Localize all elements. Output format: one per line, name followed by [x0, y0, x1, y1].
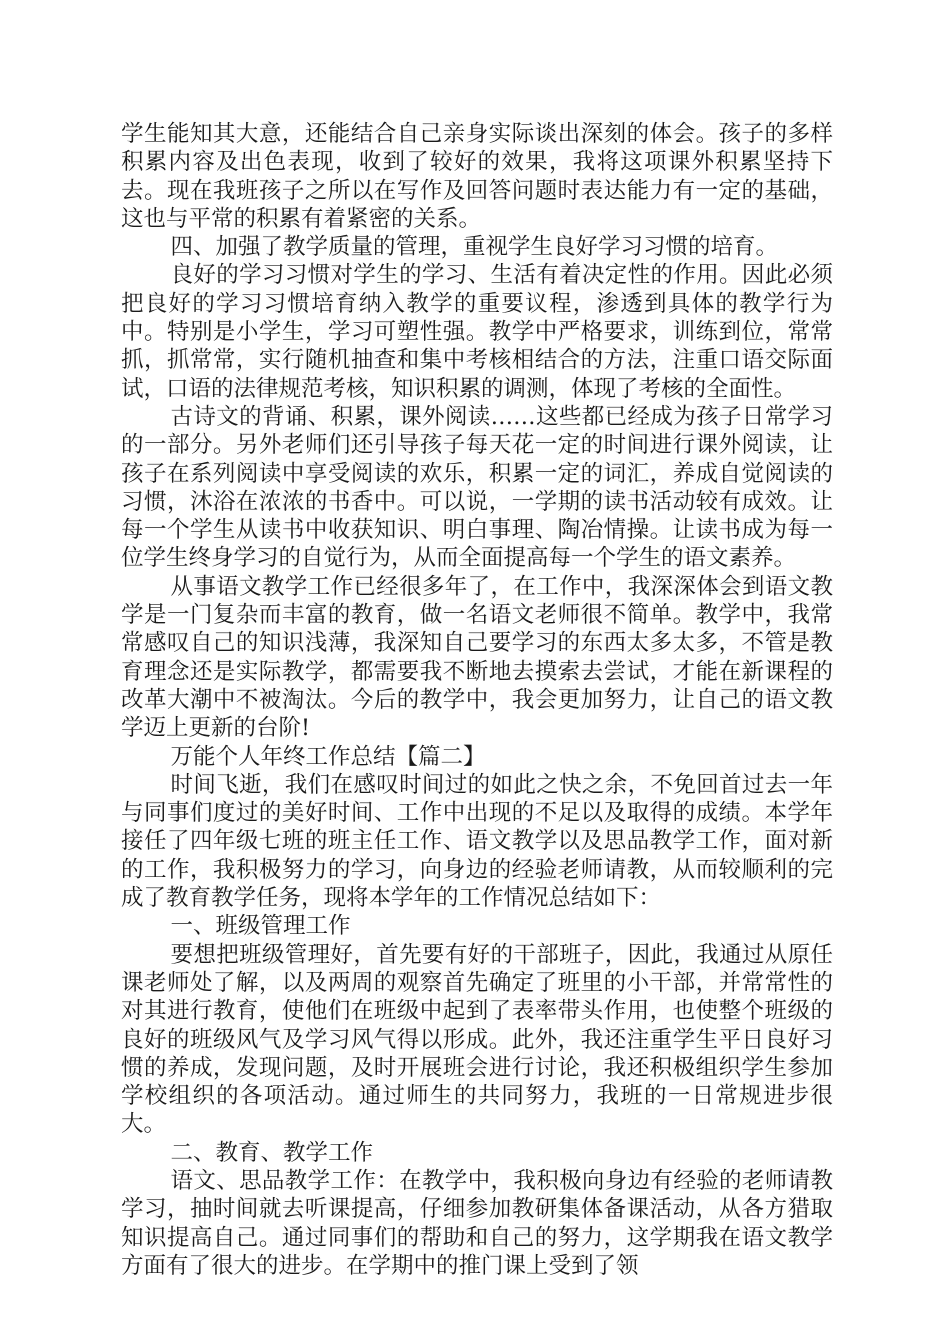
- paragraph-study-habits: 良好的学习习惯对学生的学习、生活有着决定性的作用。因此必须把良好的学习习惯培育纳入教学的重要议程，渗透到具体的教学行为中。特别是小学生，学习可塑性强。教学中严格要求，训练到位，常常抓，抓常常，实行随机抽查和集中考核相结合的方法，注重口语交际面试，口语的法律规范考核，知识积累的调测，体现了考核的全面性。: [121, 262, 833, 402]
- paragraph-class-management: 要想把班级管理好，首先要有好的干部班子，因此，我通过从原任课老师处了解，以及两周的观察首先确定了班里的小干部，并常常性的对其进行教育，使他们在班级中起到了表率带头作用，也使整个班级的良好的班级风气及学习风气得以形成。此外，我还注重学生平日良好习惯的养成，发现问题，及时开展班会进行讨论，我还积极组织学生参加学校组织的各项活动。通过师生的共同努力，我班的一日常规进步很大。: [121, 941, 833, 1138]
- paragraph-reading: 古诗文的背诵、积累，课外阅读……这些都已经成为孩子日常学习的一部分。另外老师们还引导孩子每天花一定的时间进行课外阅读，让孩子在系列阅读中享受阅读的欢乐，积累一定的词汇，养成自觉阅读的习惯，沐浴在浓浓的书香中。可以说，一学期的读书活动较有成效。让每一个学生从读书中收获知识、明白事理、陶冶情操。让读书成为每一位学生终身学习的自觉行为，从而全面提高每一个学生的语文素养。: [121, 403, 833, 572]
- document-body: [121, 120, 833, 1280]
- article-title-part2: 万能个人年终工作总结【篇二】: [170, 743, 486, 770]
- paragraph-continuation: 学生能知其大意，还能结合自己亲身实际谈出深刻的体会。孩子的多样积累内容及出色表现，收到了较好的效果，我将这项课外积累坚持下去。现在我班孩子之所以在写作及回答问题时表达能力有一定的基础，这也与平常的积累有着紧密的关系。: [121, 121, 833, 232]
- paragraph-reflection: 从事语文教学工作已经很多年了，在工作中，我深深体会到语文教学是一门复杂而丰富的教育，做一名语文老师很不简单。教学中，我常常感叹自己的知识浅薄，我深知自己要学习的东西太多太多，不管是教育理念还是实际教学，都需要我不断地去摸索去尝试，才能在新课程的改革大潮中不被淘汰。今后的教学中，我会更加努力，让自己的语文教学迈上更新的台阶!: [121, 573, 833, 742]
- section-heading-2: 二、教育、教学工作: [170, 1139, 374, 1166]
- paragraph-teaching: 语文、思品教学工作：在教学中，我积极向身边有经验的老师请教学习，抽时间就去听课提高，仔细参加教研集体备课活动，从各方猎取知识提高自己。通过同事们的帮助和自己的努力，这学期我在语文教学方面有了很大的进步。在学期中的推门课上受到了领: [121, 1167, 833, 1279]
- paragraph-intro: 时间飞逝，我们在感叹时间过的如此之快之余，不免回首过去一年与同事们度过的美好时间、工作中出现的不足以及取得的成绩。本学年接任了四年级七班的班主任工作、语文教学以及思品教学工作，面对新的工作，我积极努力的学习，向身边的经验老师请教，从而较顺利的完成了教育教学任务，现将本学年的工作情况总结如下：: [121, 771, 833, 912]
- section-heading-1: 一、班级管理工作: [170, 913, 351, 940]
- section-heading-4: 四、加强了教学质量的管理，重视学生良好学习习惯的培育。: [170, 234, 779, 261]
